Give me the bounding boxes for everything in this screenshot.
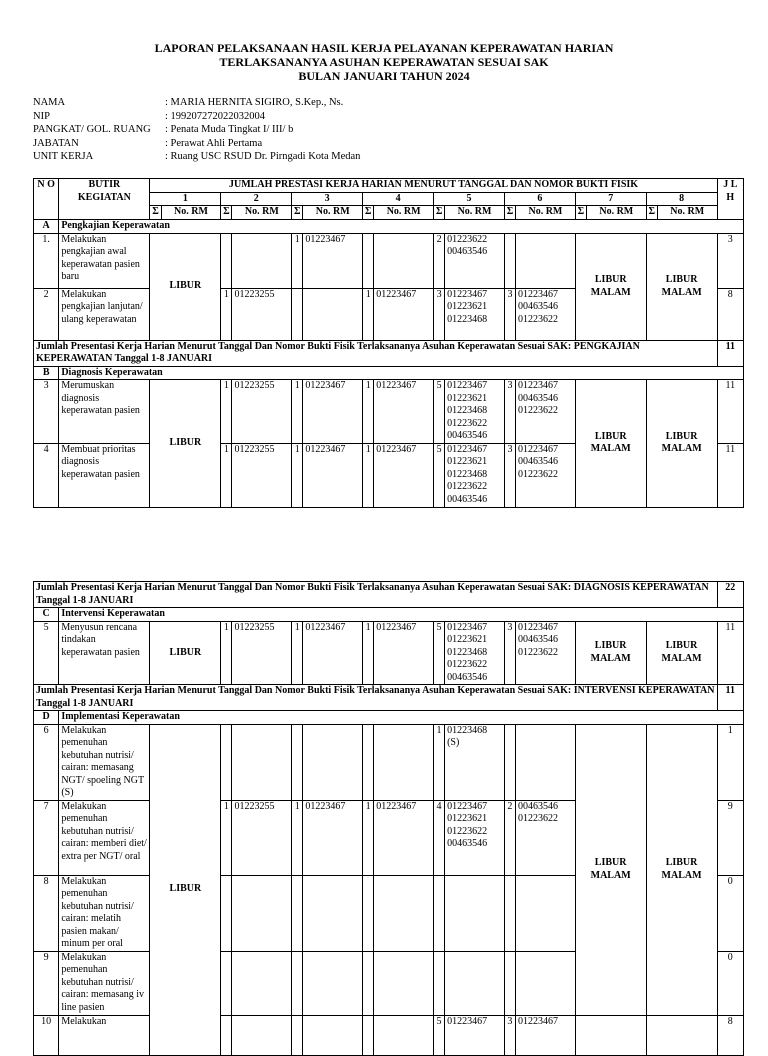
- row-no: 2: [34, 288, 59, 340]
- sigma-header: Σ: [434, 206, 445, 220]
- row-kegiatan: Melakukan pengkajian lanjutan/ ulang keperawatan: [59, 288, 150, 340]
- rm-cell: 01223255: [232, 443, 292, 507]
- sigma-cell: [363, 1015, 374, 1055]
- identity-row-jabatan: [33, 137, 360, 151]
- sigma-cell: [433, 951, 444, 1015]
- row-jlh: 8: [717, 1015, 743, 1055]
- rm-cell: 01223467: [303, 443, 363, 507]
- row-jlh: 11: [717, 621, 743, 685]
- rm-cell: [303, 288, 363, 340]
- sigma-header: Σ: [292, 206, 303, 220]
- sigma-cell: [363, 233, 374, 288]
- sigma-cell: 1: [292, 380, 303, 444]
- identity-block: [33, 96, 360, 164]
- row-no: 10: [34, 1015, 59, 1055]
- rm-cell: 01223467: [515, 1015, 575, 1055]
- sigma-cell: [292, 288, 303, 340]
- rm-cell: 01223255: [232, 621, 292, 685]
- empty-cell: [575, 1015, 646, 1055]
- sigma-cell: [221, 1015, 232, 1055]
- table-row: [34, 621, 744, 685]
- row-kegiatan: Melakukan pemenuhan kebutuhan nutrisi/ cairan: memasang NGT/ spoeling NGT (S): [59, 724, 150, 800]
- sigma-cell: 1: [363, 288, 374, 340]
- sigma-cell: [504, 875, 515, 951]
- table-row: [34, 233, 744, 288]
- rm-cell: 01223467: [374, 443, 434, 507]
- rm-cell: [515, 724, 575, 800]
- rm-cell: 01223255: [232, 380, 292, 444]
- sigma-cell: 1: [363, 621, 374, 685]
- sigma-cell: 5: [434, 443, 445, 507]
- rm-cell: [303, 724, 363, 800]
- table-row: [34, 1015, 744, 1055]
- row-no: 4: [34, 443, 59, 507]
- rm-cell: [232, 875, 292, 951]
- rm-cell: 01223467 00463546 01223622: [516, 380, 576, 444]
- sigma-cell: 5: [433, 621, 444, 685]
- rm-cell: 01223467 01223621 01223468: [445, 288, 505, 340]
- rm-cell: [303, 951, 363, 1015]
- libur-cell: LIBUR: [150, 380, 221, 508]
- sigma-cell: [504, 233, 515, 288]
- rm-cell: 01223467: [445, 1015, 505, 1055]
- sigma-cell: [433, 875, 444, 951]
- libur-cell: LIBUR: [150, 233, 221, 340]
- rm-cell: [374, 951, 434, 1015]
- sigma-cell: [363, 875, 374, 951]
- identity-label: NIP: [33, 110, 50, 122]
- sigma-cell: 1: [363, 800, 374, 875]
- row-jlh: 1: [717, 724, 743, 800]
- sigma-cell: 1: [221, 800, 232, 875]
- rm-cell: 01223467: [303, 233, 363, 288]
- sigma-header: Σ: [504, 206, 515, 220]
- sigma-cell: [363, 724, 374, 800]
- rm-cell: [445, 951, 505, 1015]
- row-jlh: 11: [717, 443, 743, 507]
- identity-row-unit: [33, 150, 360, 164]
- sigma-cell: 1: [221, 288, 232, 340]
- sigma-header: Σ: [221, 206, 232, 220]
- libur-malam-cell: LIBUR MALAM: [575, 233, 646, 340]
- identity-row-pangkat: [33, 123, 360, 137]
- row-no: 7: [34, 800, 59, 875]
- sigma-cell: 1: [292, 233, 303, 288]
- date-header: 3: [292, 192, 363, 206]
- sigma-cell: [292, 951, 303, 1015]
- total-text: Jumlah Presentasi Kerja Harian Menurut Tanggal Dan Nomor Bukti Fisik Terlaksananya Asuhan Keperawatan Sesuai SAK: INTERVENSI KEPERAWATAN Tanggal 1-8 JANUARI: [34, 685, 718, 711]
- identity-value: : Ruang USC RSUD Dr. Pirngadi Kota Medan: [165, 151, 361, 162]
- sigma-cell: 2: [504, 800, 515, 875]
- rm-cell: [232, 951, 292, 1015]
- norm-header: No. RM: [232, 206, 292, 220]
- rm-cell: 01223467 00463546 01223622: [515, 621, 575, 685]
- row-jlh: 3: [717, 233, 743, 288]
- norm-header: No. RM: [161, 206, 221, 220]
- row-kegiatan: Melakukan pemenuhan kebutuhan nutrisi/ cairan: memberi diet/ extra per NGT/ oral: [59, 800, 150, 875]
- row-kegiatan: Merumuskan diagnosis keperawatan pasien: [59, 380, 150, 444]
- section-title: Implementasi Keperawatan: [59, 711, 744, 725]
- rm-cell: 00463546 01223622: [515, 800, 575, 875]
- rm-cell: 01223468 (S): [445, 724, 505, 800]
- rm-cell: 01223467: [374, 621, 434, 685]
- sigma-cell: 1: [292, 443, 303, 507]
- libur-cell: LIBUR: [150, 724, 221, 1055]
- title-line-3: BULAN JANUARI TAHUN 2024: [298, 69, 470, 83]
- rm-cell: [374, 1015, 434, 1055]
- row-no: 8: [34, 875, 59, 951]
- col-header-span: JUMLAH PRESTASI KERJA HARIAN MENURUT TANGGAL DAN NOMOR BUKTI FISIK: [150, 179, 717, 193]
- sigma-header: Σ: [575, 206, 586, 220]
- norm-header: No. RM: [303, 206, 363, 220]
- rm-cell: [374, 233, 434, 288]
- sigma-header: Σ: [646, 206, 657, 220]
- libur-cell: LIBUR: [150, 621, 221, 685]
- norm-header: No. RM: [445, 206, 505, 220]
- sigma-cell: 3: [504, 380, 515, 444]
- rm-cell: 01223255: [232, 800, 292, 875]
- total-text: Jumlah Presentasi Kerja Harian Menurut Tanggal Dan Nomor Bukti Fisik Terlaksananya Asuhan Keperawatan Sesuai SAK: DIAGNOSIS KEPERAWATAN Tanggal 1-8 JANUARI: [34, 582, 718, 608]
- sigma-cell: 1: [221, 443, 232, 507]
- rm-cell: 01223467: [303, 380, 363, 444]
- rm-cell: [374, 724, 434, 800]
- sigma-header: Σ: [363, 206, 374, 220]
- section-letter: B: [34, 366, 59, 380]
- sigma-cell: [363, 951, 374, 1015]
- row-kegiatan: Membuat prioritas diagnosis keperawatan pasien: [59, 443, 150, 507]
- rm-cell: 01223467: [303, 621, 363, 685]
- sigma-cell: 4: [433, 800, 444, 875]
- date-header: 1: [150, 192, 221, 206]
- total-text: Jumlah Presentasi Kerja Harian Menurut Tanggal Dan Nomor Bukti Fisik Terlaksananya Asuhan Keperawatan Sesuai SAK: PENGKAJIAN KEPERAWATAN Tanggal 1-8 JANUARI: [34, 340, 718, 366]
- row-no: 9: [34, 951, 59, 1015]
- title-line-2: TERLAKSANANYA ASUHAN KEPERAWATAN SESUAI SAK: [219, 55, 549, 69]
- identity-row-nip: [33, 110, 360, 124]
- sigma-cell: 1: [292, 621, 303, 685]
- sigma-cell: 1: [292, 800, 303, 875]
- total-value: 11: [717, 685, 743, 711]
- row-jlh: 0: [717, 951, 743, 1015]
- row-jlh: 8: [717, 288, 743, 340]
- sigma-cell: 2: [434, 233, 445, 288]
- identity-label: NAMA: [33, 97, 66, 108]
- sigma-cell: 3: [504, 288, 515, 340]
- row-no: 5: [34, 621, 59, 685]
- row-no: 1.: [34, 233, 59, 288]
- norm-header: No. RM: [657, 206, 717, 220]
- section-title: Intervensi Keperawatan: [59, 608, 744, 622]
- report-table-2: [33, 581, 744, 1056]
- libur-malam-cell: LIBUR MALAM: [646, 233, 717, 340]
- row-jlh: 11: [717, 380, 743, 444]
- sigma-cell: [292, 875, 303, 951]
- date-header: 8: [646, 192, 717, 206]
- libur-malam-cell: LIBUR MALAM: [646, 621, 717, 685]
- col-header-no: N O: [34, 179, 59, 220]
- sigma-cell: [221, 951, 232, 1015]
- sigma-cell: [221, 233, 232, 288]
- identity-value: : Perawat Ahli Pertama: [165, 137, 263, 149]
- sigma-cell: 5: [433, 1015, 444, 1055]
- rm-cell: [232, 233, 292, 288]
- row-kegiatan: Menyusun rencana tindakan keperawatan pasien: [59, 621, 150, 685]
- date-header: 4: [363, 192, 434, 206]
- total-value: 22: [717, 582, 743, 608]
- libur-malam-cell: LIBUR MALAM: [575, 724, 646, 1015]
- empty-cell: [646, 1015, 717, 1055]
- rm-cell: [445, 875, 505, 951]
- identity-row-nama: [33, 96, 360, 110]
- row-no: 6: [34, 724, 59, 800]
- sigma-cell: 1: [221, 380, 232, 444]
- identity-value: : Penata Muda Tingkat I/ III/ b: [165, 124, 294, 135]
- libur-malam-cell: LIBUR MALAM: [575, 380, 646, 508]
- rm-cell: [374, 875, 434, 951]
- section-letter: C: [34, 608, 59, 622]
- rm-cell: 01223467 01223621 01223468 01223622 00463546: [445, 621, 505, 685]
- sigma-cell: [292, 1015, 303, 1055]
- sigma-cell: 3: [504, 1015, 515, 1055]
- rm-cell: [515, 875, 575, 951]
- date-header: 7: [575, 192, 646, 206]
- rm-cell: 01223467 01223621 01223468 01223622 00463546: [445, 443, 505, 507]
- libur-malam-cell: LIBUR MALAM: [646, 724, 717, 1015]
- norm-header: No. RM: [516, 206, 576, 220]
- section-letter: A: [34, 220, 59, 234]
- rm-cell: [232, 724, 292, 800]
- rm-cell: 01223467: [374, 380, 434, 444]
- sigma-cell: 1: [363, 443, 374, 507]
- rm-cell: [516, 233, 576, 288]
- section-letter: D: [34, 711, 59, 725]
- sigma-header: Σ: [150, 206, 161, 220]
- date-header: 2: [221, 192, 292, 206]
- sigma-cell: 1: [433, 724, 444, 800]
- identity-value: : MARIA HERNITA SIGIRO, S.Kep., Ns.: [165, 97, 344, 108]
- sigma-cell: [292, 724, 303, 800]
- title-line-1: LAPORAN PELAKSANAAN HASIL KERJA PELAYANAN KEPERAWATAN HARIAN: [154, 41, 614, 55]
- rm-cell: 01223467 01223621 01223468 01223622 00463546: [445, 380, 505, 444]
- row-kegiatan: Melakukan pengkajian awal keperawatan pasien baru: [59, 233, 150, 288]
- norm-header: No. RM: [374, 206, 434, 220]
- rm-cell: [232, 1015, 292, 1055]
- identity-label: UNIT KERJA: [33, 151, 94, 162]
- row-no: 3: [34, 380, 59, 444]
- libur-malam-cell: LIBUR MALAM: [646, 380, 717, 508]
- table-row: [34, 380, 744, 444]
- identity-label: JABATAN: [33, 137, 79, 149]
- col-header-jlh: J L H: [717, 179, 743, 220]
- row-kegiatan: Melakukan: [59, 1015, 150, 1055]
- rm-cell: 01223467 00463546 01223622: [516, 443, 576, 507]
- sigma-cell: 1: [221, 621, 232, 685]
- total-value: 11: [717, 340, 743, 366]
- rm-cell: 01223467 01223621 01223622 00463546: [445, 800, 505, 875]
- rm-cell: 01223467: [303, 800, 363, 875]
- row-jlh: 9: [717, 800, 743, 875]
- rm-cell: 01223467 00463546 01223622: [516, 288, 576, 340]
- col-header-butir: BUTIR KEGIATAN: [59, 179, 150, 220]
- rm-cell: 01223255: [232, 288, 292, 340]
- table-row: [34, 724, 744, 800]
- identity-label: PANGKAT/ GOL. RUANG: [33, 124, 151, 135]
- sigma-cell: 3: [504, 443, 515, 507]
- rm-cell: 01223467: [374, 288, 434, 340]
- date-header: 6: [504, 192, 575, 206]
- section-title: Diagnosis Keperawatan: [59, 366, 744, 380]
- norm-header: No. RM: [586, 206, 646, 220]
- sigma-cell: 3: [504, 621, 515, 685]
- rm-cell: [303, 1015, 363, 1055]
- row-jlh: 0: [717, 875, 743, 951]
- row-kegiatan: Melakukan pemenuhan kebutuhan nutrisi/ cairan: melatih pasien makan/ minum per oral: [59, 875, 150, 951]
- report-table-1: [33, 178, 744, 508]
- sigma-cell: [504, 951, 515, 1015]
- sigma-cell: 1: [363, 380, 374, 444]
- rm-cell: [303, 875, 363, 951]
- rm-cell: [515, 951, 575, 1015]
- sigma-cell: [221, 724, 232, 800]
- section-title: Pengkajian Keperawatan: [59, 220, 744, 234]
- report-title: [0, 41, 768, 83]
- date-header: 5: [434, 192, 505, 206]
- rm-cell: 01223622 00463546: [445, 233, 505, 288]
- sigma-cell: [504, 724, 515, 800]
- row-kegiatan: Melakukan pemenuhan kebutuhan nutrisi/ cairan: memasang iv line pasien: [59, 951, 150, 1015]
- libur-malam-cell: LIBUR MALAM: [575, 621, 646, 685]
- sigma-cell: 5: [434, 380, 445, 444]
- rm-cell: 01223467: [374, 800, 434, 875]
- identity-value: : 199207272022032004: [165, 110, 266, 122]
- sigma-cell: 3: [434, 288, 445, 340]
- sigma-cell: [221, 875, 232, 951]
